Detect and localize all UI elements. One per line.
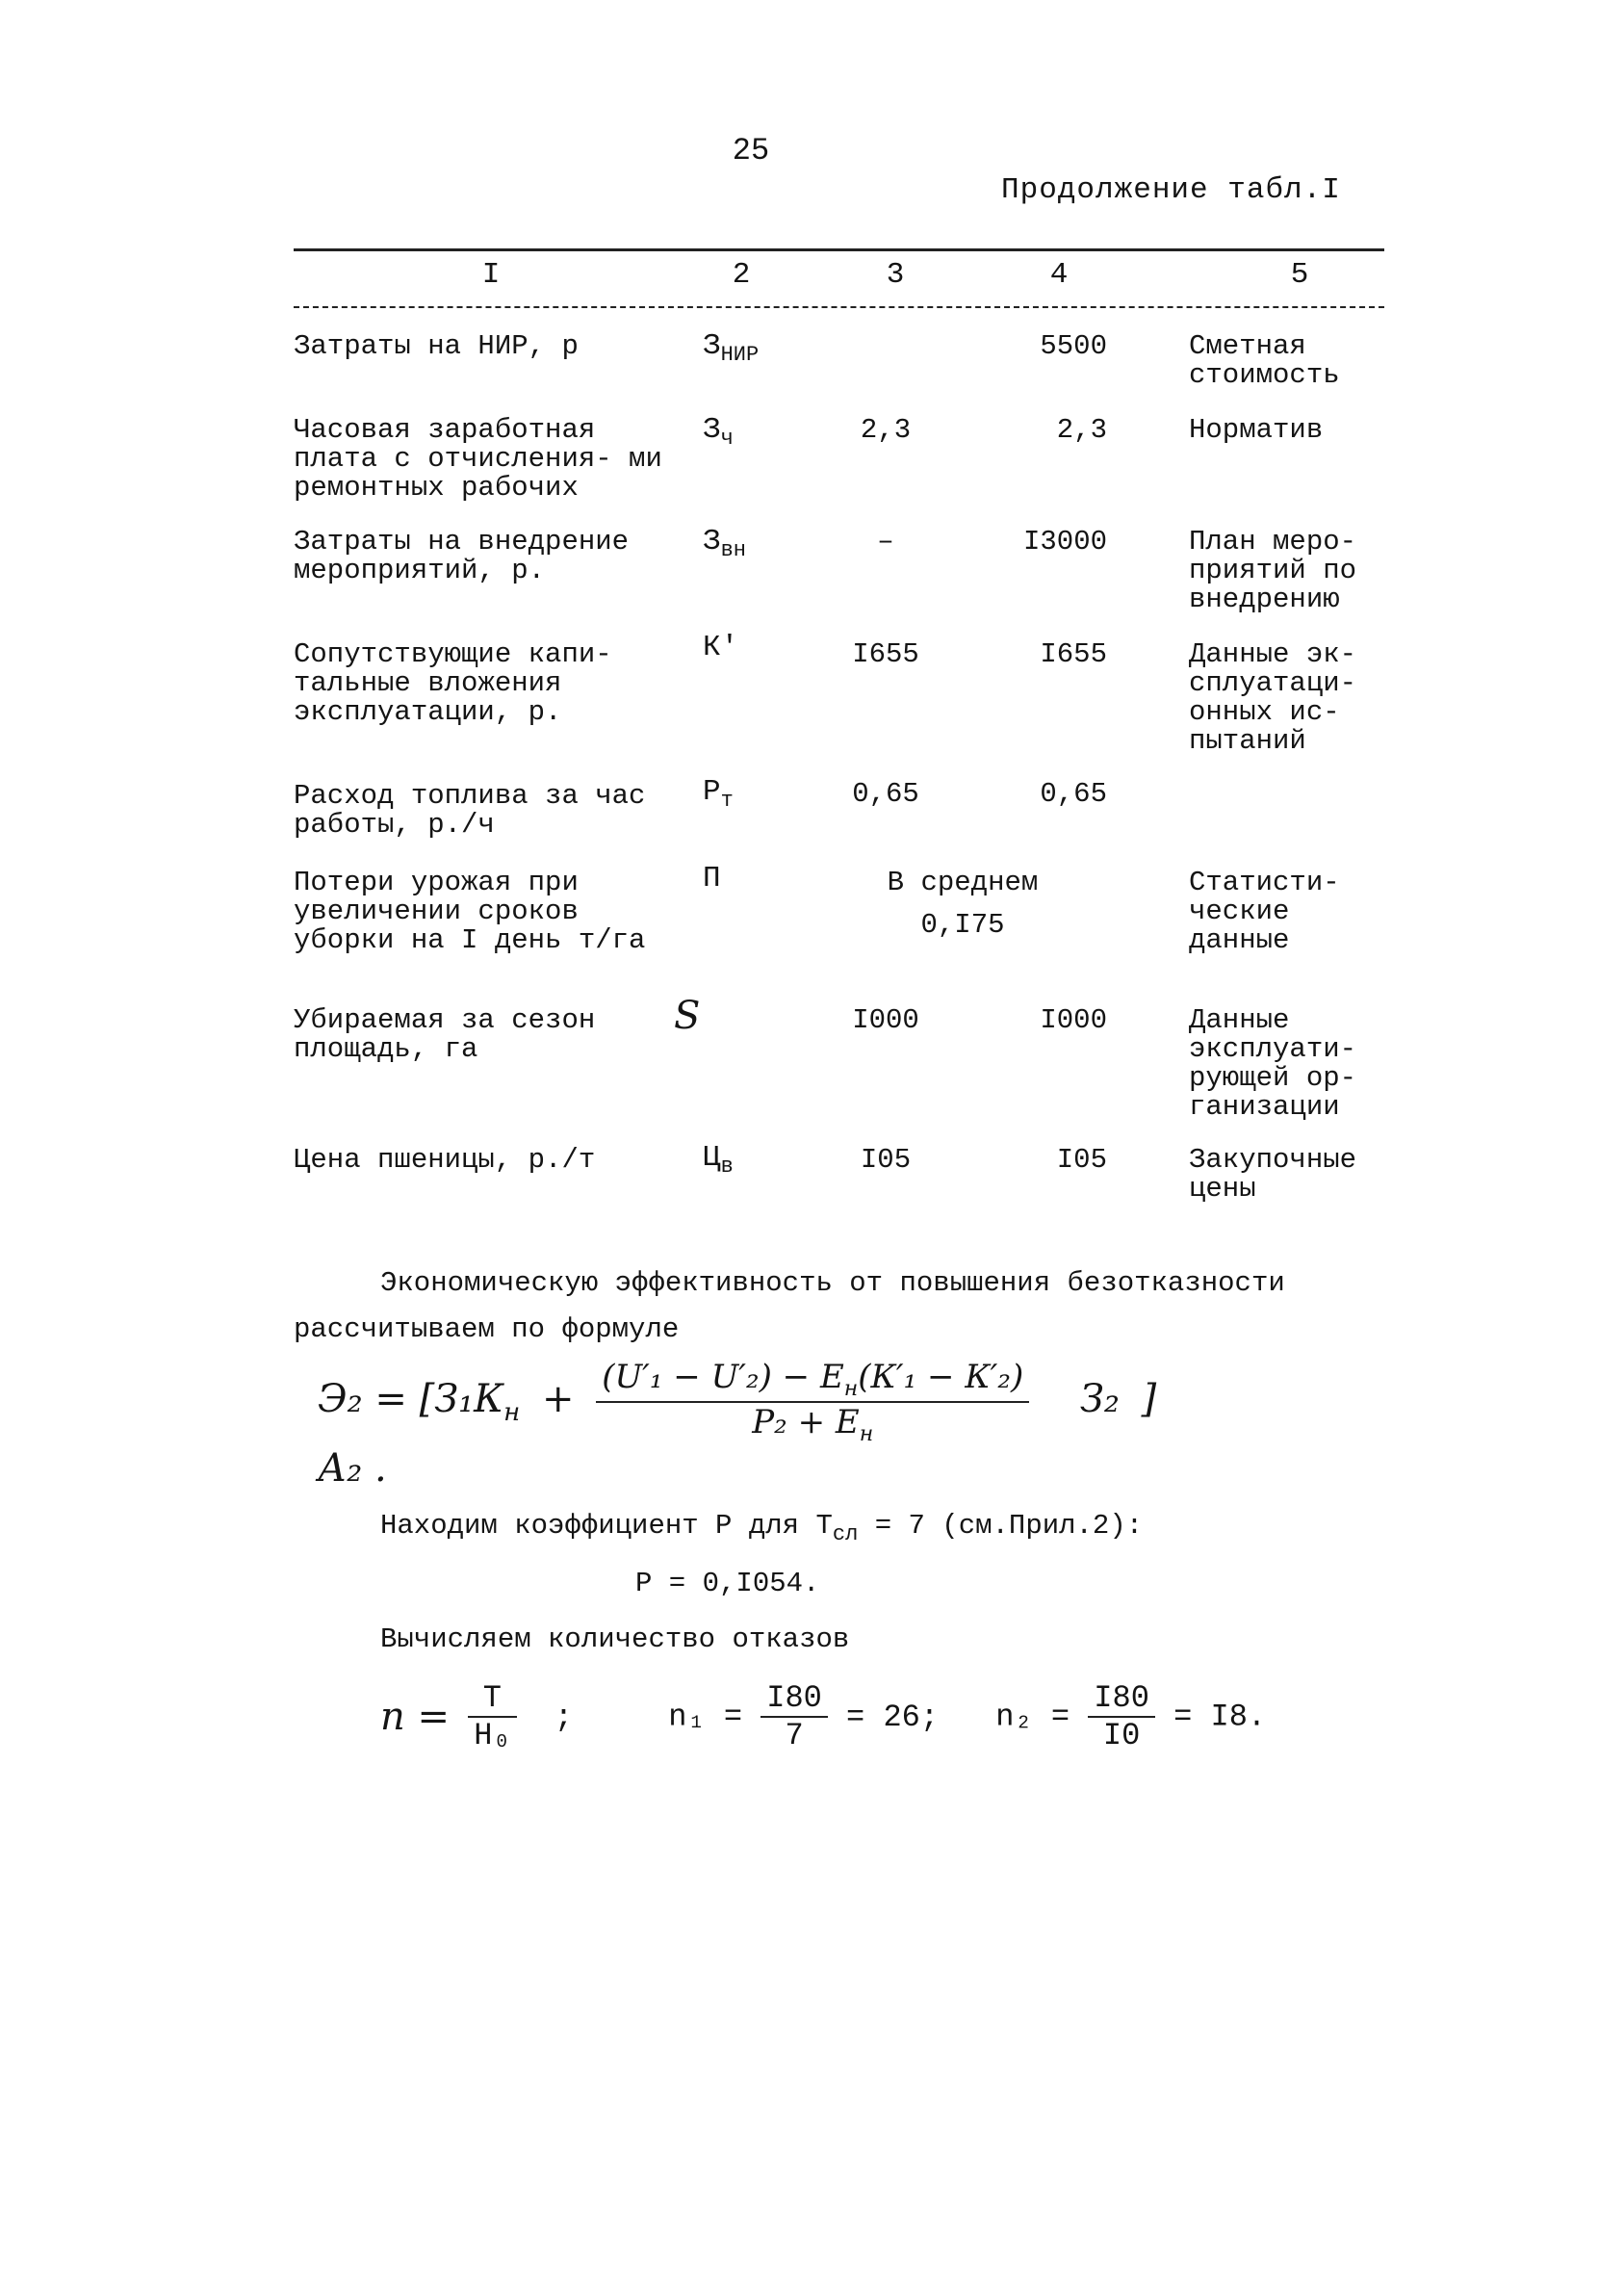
row-7-source: Закупочные цены (1189, 1144, 1357, 1205)
page-number: 25 (732, 133, 770, 169)
find-coefficient-line: Находим коэффициент Р для $Т_{сл} = 7$ (см.Прил.2): (380, 1510, 1144, 1546)
row-3-symbol: К′ (703, 631, 739, 664)
row-6-value-3: I000 (852, 1004, 919, 1036)
row-1-source: Норматив (1189, 414, 1324, 446)
row-5-value-merged: В среднем 0,I75 (887, 867, 1039, 941)
efficiency-formula: $Э_2 = [З_1К_н$ + $\frac{(U'_1 - U'_2) - Е_н(К'_1 - К'_2)}{Р_2 + Е_н}$ З₂ ] А₂ . (318, 1358, 1157, 1491)
row-2-symbol: $З_{вн}$ (703, 525, 747, 563)
row-4-value-3: 0,65 (852, 778, 919, 810)
row-5-symbol: П (703, 862, 721, 895)
row-1-value-3: 2,3 (860, 414, 912, 446)
compute-failures-line: Вычисляем количество отказов (380, 1623, 850, 1655)
row-5-parameter: Потери урожая при увеличении сроков уборки на I день т/га (294, 867, 646, 956)
row-2-value-4: I3000 (1022, 526, 1107, 558)
failures-formula: n = $\frac{Т}{\text{Н₀}}$ ; n₁ = $\frac{I80}{7}$ = 26; n₂ = $\frac{I80}{I0}$ = I8. (380, 1680, 1267, 1753)
table-top-rule (294, 248, 1384, 251)
paragraph-line-1: Экономическую эффективность от повышения безотказности (380, 1267, 1285, 1299)
row-5-source: Статисти- ческие данные (1189, 867, 1340, 956)
row-1-symbol: $З_ч$ (703, 413, 734, 452)
row-4-symbol: $Р_т$ (703, 775, 734, 814)
row-6-source: Данные эксплуати- рующей ор- ганизации (1189, 1004, 1357, 1123)
column-header-3: 3 (886, 258, 905, 292)
row-4-value-4: 0,65 (1040, 778, 1107, 810)
row-6-parameter: Убираемая за сезон площадь, га (294, 1004, 596, 1065)
row-0-symbol: $З_{НИР}$ (703, 329, 760, 368)
column-header-5: 5 (1290, 258, 1309, 292)
formula-fraction: $\frac{(U'_1 - U'_2) - Е_н(К'_1 - К'_2)}{Р_2 + Е_н}$ (596, 1358, 1029, 1446)
row-2-parameter: Затраты на внедрение мероприятий, р. (294, 526, 630, 586)
row-7-symbol: $Ц_в$ (703, 1141, 734, 1180)
row-3-value-3: I655 (852, 638, 919, 670)
row-7-value-3: I05 (860, 1144, 912, 1176)
row-3-source: Данные эк- сплуатаци- онных ис- пытаний (1189, 638, 1357, 757)
row-0-parameter: Затраты на НИР, р (294, 330, 579, 362)
paragraph-line-2: рассчитываем по формуле (294, 1313, 680, 1345)
column-header-2: 2 (732, 258, 751, 292)
column-header-4: 4 (1049, 258, 1069, 292)
row-7-parameter: Цена пшеницы, р./т (294, 1144, 596, 1176)
row-6-value-4: I000 (1040, 1004, 1107, 1036)
row-6-symbol: S (674, 994, 701, 1038)
row-2-source: План меро- приятий по внедрению (1189, 526, 1357, 615)
column-header-1: I (481, 258, 501, 292)
table-header-rule (294, 306, 1384, 308)
row-7-value-4: I05 (1056, 1144, 1107, 1176)
row-2-value-3: – (877, 526, 894, 558)
row-4-parameter: Расход топлива за час работы, р./ч (294, 780, 646, 841)
row-3-parameter: Сопутствующие капи- тальные вложения эксплуатации, р. (294, 638, 612, 728)
table-continuation-caption: Продолжение табл.I (1001, 173, 1341, 207)
row-3-value-4: I655 (1040, 638, 1107, 670)
p-value-line: Р = 0,I054. (635, 1568, 820, 1599)
row-0-source: Сметная стоимость (1189, 330, 1340, 391)
row-1-value-4: 2,3 (1056, 414, 1107, 446)
row-1-parameter: Часовая заработная плата с отчисления- ми ремонтных рабочих (294, 414, 662, 504)
row-0-value-4: 5500 (1040, 330, 1107, 362)
